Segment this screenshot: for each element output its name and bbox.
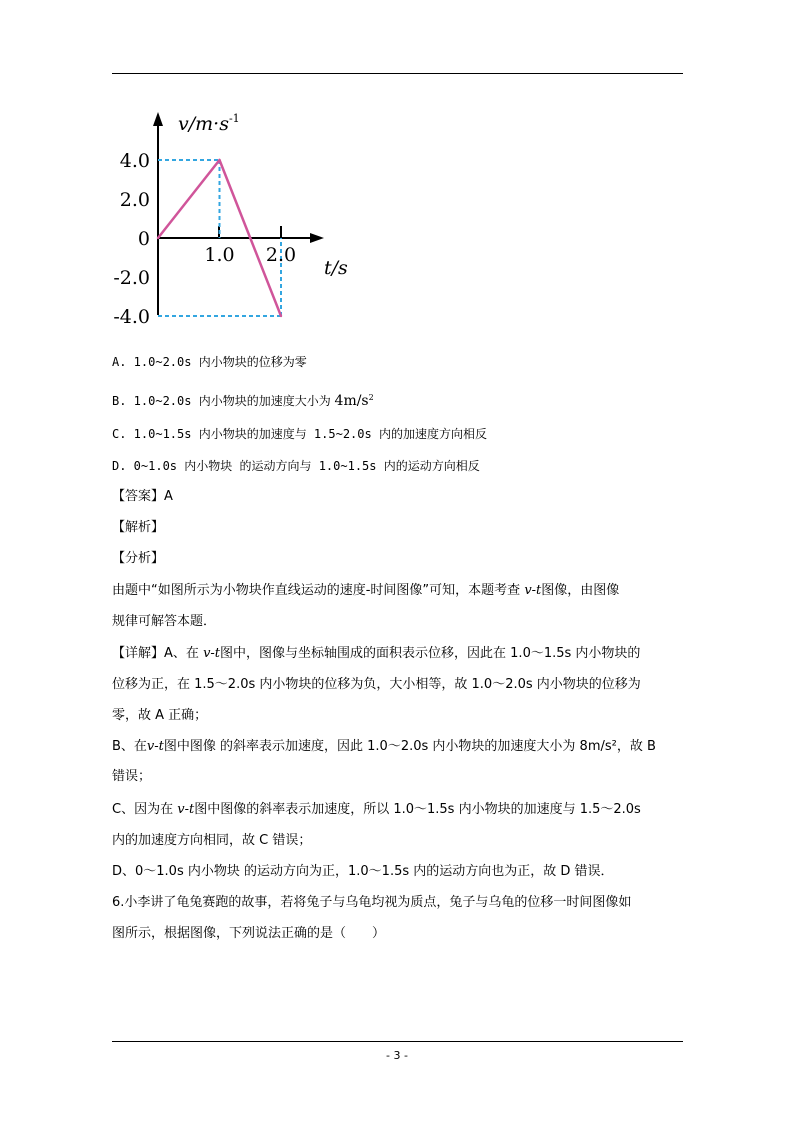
header-rule	[112, 73, 683, 74]
detail-c-line-2: 内的加速度方向相同，故 C 错误；	[112, 833, 312, 848]
option-b: B. 1.0~2.0s 内小物块的加速度大小为 $4m/s^2$	[112, 393, 374, 409]
detail-a-line-1: 【详解】A、在 v-t图中，图像与坐标轴围成的面积表示位移，因此在 1.0～1.5s 内小物块的	[112, 646, 641, 661]
data-point	[280, 315, 282, 317]
x-tick-label: 1.0	[204, 244, 235, 266]
data-point	[157, 237, 159, 239]
footer-rule	[112, 1041, 683, 1042]
data-point	[218, 159, 220, 161]
question6-line-1: 6.小李讲了龟兔赛跑的故事，若将兔子与乌龟均视为质点，兔子与乌龟的位移一时间图像如	[112, 895, 632, 910]
y-tick-label: 2.0	[119, 189, 150, 211]
option-c: C. 1.0~1.5s 内小物块的加速度与 1.5~2.0s 内的加速度方向相反	[112, 427, 487, 441]
fenxi-line-1: 由题中“如图所示为小物块作直线运动的速度-时间图像”可知，本题考查 v-t图像，由图像	[112, 583, 620, 598]
vt-graph	[112, 100, 372, 332]
y-tick-label: 4.0	[119, 150, 150, 172]
page-number: - 3 -	[386, 1049, 408, 1062]
x-axis-arrow-icon	[310, 233, 324, 243]
detail-d-line-1: D、0～1.0s 内小物块 的运动方向为正，1.0～1.5s 内的运动方向也为正，故 D 错误．	[112, 864, 614, 879]
x-axis-label: t/s	[324, 257, 348, 279]
question6-line-2: 图所示，根据图像，下列说法正确的是（ ）	[112, 926, 386, 941]
answer-line: 【答案】A	[112, 489, 173, 504]
y-axis-arrow-icon	[153, 112, 163, 126]
fenxi-heading: 【分析】	[112, 551, 165, 566]
fenxi-line-2: 规律可解答本题．	[112, 614, 217, 629]
detail-b-line-1: B、在v-t图中图像 的斜率表示加速度，因此 1.0～2.0s 内小物块的加速度大小为 8m/s²，故 B	[112, 739, 656, 754]
option-a: A. 1.0~2.0s 内小物块的位移为零	[112, 355, 307, 369]
analysis-heading: 【解析】	[112, 520, 165, 535]
detail-c-line-1: C、因为在 v-t图中图像的斜率表示加速度，所以 1.0～1.5s 内小物块的加速度与 1.5～2.0s	[112, 802, 641, 817]
x-tick-label: 2.0	[265, 244, 297, 266]
y-tick-label: -4.0	[113, 306, 150, 328]
detail-a-line-3: 零，故 A 正确；	[112, 708, 208, 723]
y-tick-label: 0	[137, 228, 150, 250]
y-tick-label: -2.0	[113, 267, 150, 289]
option-d: D. 0~1.0s 内小物块 的运动方向与 1.0~1.5s 内的运动方向相反	[112, 459, 480, 473]
detail-a-line-2: 位移为正，在 1.5～2.0s 内小物块的位移为负，大小相等，故 1.0～2.0s 内小物块的位移为	[112, 677, 641, 692]
y-axis-label: $v/m\cdot s^{-1}$	[178, 112, 240, 135]
detail-b-line-2: 错误；	[112, 769, 152, 784]
